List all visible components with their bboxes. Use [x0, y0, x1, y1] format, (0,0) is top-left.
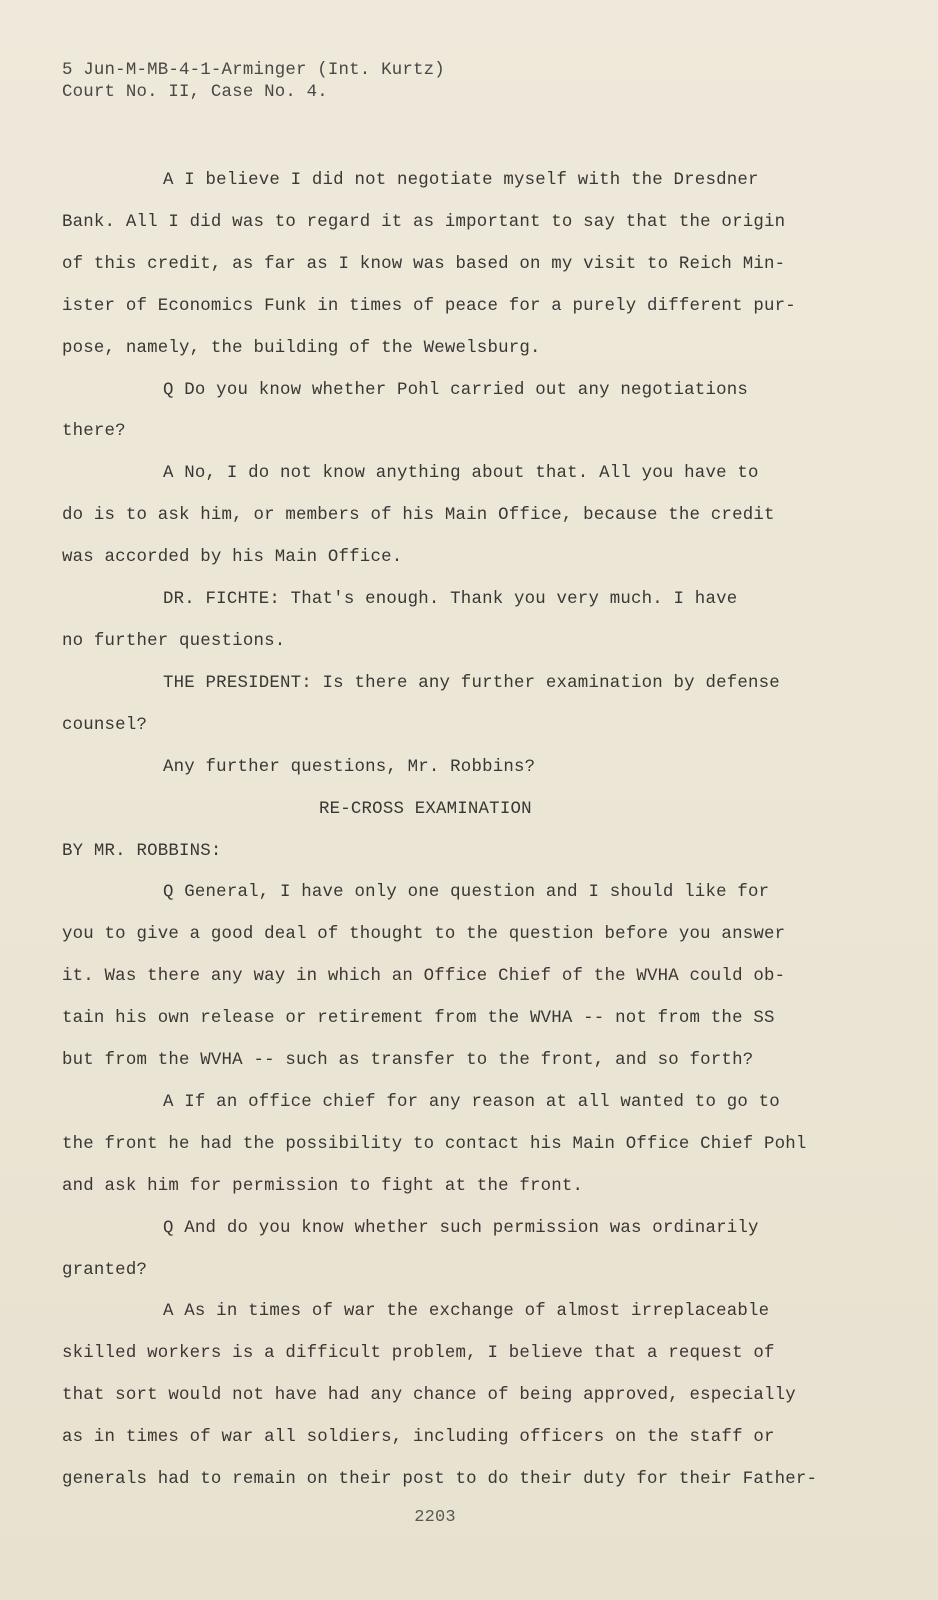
transcript-line: but from the WVHA -- such as transfer to the front, and so forth?: [62, 1051, 754, 1071]
transcript-paragraph: [62, 370, 882, 454]
transcript-line: pose, namely, the building of the Wewelsburg.: [62, 338, 541, 358]
transcript-body: [62, 160, 882, 1501]
transcript-line: Any further questions, Mr. Robbins?: [163, 757, 536, 777]
transcript-line: no further questions.: [62, 631, 286, 651]
transcript-line: Q Do you know whether Pohl carried out any negotiations: [163, 380, 748, 400]
transcript-paragraph: [62, 872, 882, 1082]
document-header: [62, 60, 445, 104]
transcript-paragraph: [62, 1291, 882, 1501]
transcript-paragraph: [62, 1208, 882, 1292]
transcript-line: of this credit, as far as I know was based on my visit to Reich Min-: [62, 254, 786, 274]
transcript-line: tain his own release or retirement from the WVHA -- not from the SS: [62, 1009, 775, 1029]
transcript-paragraph: [62, 453, 882, 579]
transcript-paragraph: [62, 747, 882, 789]
transcript-line: the front he had the possibility to contact his Main Office Chief Pohl: [62, 1134, 807, 1154]
transcript-paragraph: [62, 579, 882, 663]
transcript-paragraph: [62, 1082, 882, 1208]
transcript-paragraph: [62, 831, 882, 873]
page-number: 2203: [414, 1508, 456, 1527]
transcript-line: A As in times of war the exchange of almost irreplaceable: [163, 1302, 770, 1322]
transcript-line: THE PRESIDENT: Is there any further examination by defense: [163, 673, 780, 693]
transcript-line: was accorded by his Main Office.: [62, 548, 403, 568]
transcript-line: that sort would not have had any chance of being approved, especially: [62, 1386, 796, 1406]
transcript-line: skilled workers is a difficult problem, I believe that a request of: [62, 1344, 775, 1364]
transcript-line: generals had to remain on their post to do their duty for their Father-: [62, 1470, 818, 1490]
transcript-line: Q General, I have only one question and I should like for: [163, 883, 770, 903]
transcript-line: A I believe I did not negotiate myself with the Dresdner: [163, 171, 759, 190]
header-line-2: Court No. II, Case No. 4.: [62, 83, 328, 102]
transcript-line: granted?: [62, 1260, 148, 1280]
transcript-line: DR. FICHTE: That's enough. Thank you very much. I have: [163, 590, 738, 610]
transcript-line: BY MR. ROBBINS:: [62, 841, 222, 861]
transcript-line: A No, I do not know anything about that. All you have to: [163, 464, 759, 484]
transcript-line: there?: [62, 422, 126, 442]
transcript-line: A If an office chief for any reason at all wanted to go to: [163, 1092, 780, 1112]
transcript-line: RE-CROSS EXAMINATION: [319, 799, 532, 819]
section-heading: [62, 789, 882, 831]
transcript-line: Q And do you know whether such permission was ordinarily: [163, 1218, 759, 1238]
transcript-line: ister of Economics Funk in times of peace for a purely different pur-: [62, 296, 796, 316]
transcript-paragraph: [62, 160, 882, 370]
transcript-line: it. Was there any way in which an Office Chief of the WVHA could ob-: [62, 967, 786, 987]
transcript-line: do is to ask him, or members of his Main Office, because the credit: [62, 506, 775, 526]
transcript-line: you to give a good deal of thought to the question before you answer: [62, 925, 786, 945]
transcript-line: and ask him for permission to fight at the front.: [62, 1176, 584, 1196]
transcript-line: counsel?: [62, 715, 148, 735]
transcript-paragraph: [62, 663, 882, 747]
transcript-line: as in times of war all soldiers, including officers on the staff or: [62, 1428, 775, 1448]
header-line-1: 5 Jun-M-MB-4-1-Arminger (Int. Kurtz): [62, 61, 445, 80]
transcript-line: Bank. All I did was to regard it as important to say that the origin: [62, 212, 786, 232]
